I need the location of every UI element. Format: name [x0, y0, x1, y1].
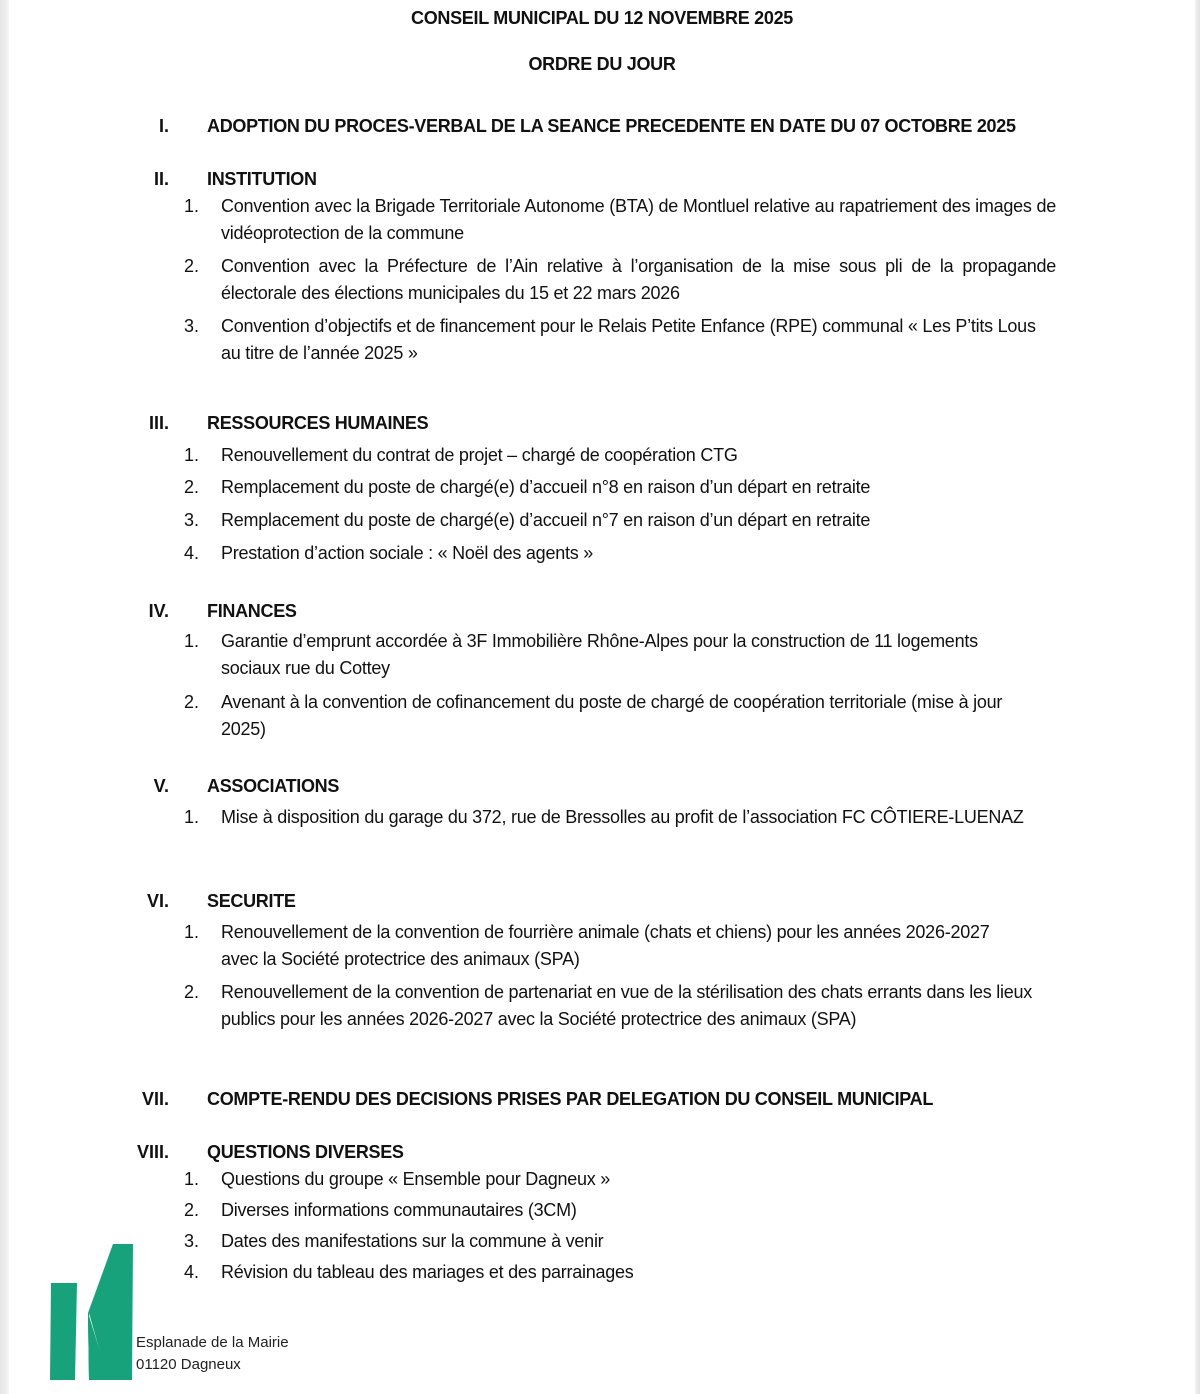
page-edge-left — [0, 0, 9, 1394]
list-item-number: 2. — [184, 982, 200, 1002]
document-subtitle: ORDRE DU JOUR — [528, 54, 676, 74]
list-item: Avenant à la convention de cofinancement du poste de chargé de coopération territoriale (mise à jour 2025) — [221, 692, 1003, 739]
section-number: V. — [153, 776, 169, 796]
section-title: COMPTE-RENDU DES DECISIONS PRISES PAR DELEGATION DU CONSEIL MUNICIPAL — [207, 1089, 934, 1109]
list-item: Dates des manifestations sur la commune à venir — [221, 1231, 604, 1251]
list-item-number: 2. — [184, 256, 200, 276]
list-item-number: 2. — [184, 1200, 200, 1220]
section-title: FINANCES — [207, 601, 297, 621]
list-item: Garantie d’emprunt accordée à 3F Immobilière Rhône-Alpes pour la construction de 11 logements sociaux rue du Cottey — [221, 631, 978, 678]
list-item: Convention d’objectifs et de financement pour le Relais Petite Enfance (RPE) communal « Les P’tits Lous au titre de l’année 2025 » — [221, 316, 1036, 363]
footer-address-line1: Esplanade de la Mairie — [136, 1334, 289, 1351]
list-item: Convention avec la Brigade Territoriale Autonome (BTA) de Montluel relative au rapatriement des images de vidéoprotection de la commune — [221, 196, 1056, 243]
section-number: III. — [148, 413, 169, 433]
section-number: VII. — [141, 1089, 169, 1109]
list-item-number: 1. — [184, 807, 200, 827]
list-item-number: 3. — [184, 510, 200, 530]
section-number: II. — [153, 169, 169, 189]
footer-address-line2: 01120 Dagneux — [136, 1356, 241, 1373]
dagneux-logo-icon — [9, 0, 149, 1394]
section-title: SECURITE — [207, 891, 296, 911]
document-page — [9, 0, 1195, 1394]
list-item-number: 1. — [184, 196, 200, 216]
list-item: Renouvellement du contrat de projet – chargé de coopération CTG — [221, 445, 738, 465]
list-item-number: 1. — [184, 922, 200, 942]
section-number: I. — [158, 116, 169, 136]
list-item: Convention avec la Préfecture de l’Ain relative à l’organisation de la mise sous pli de la propagande électorale des élections municipales du 15 et 22 mars 2026 — [221, 256, 1056, 303]
list-item-number: 4. — [184, 543, 200, 563]
section-title: ADOPTION DU PROCES-VERBAL DE LA SEANCE PRECEDENTE EN DATE DU 07 OCTOBRE 2025 — [207, 116, 1016, 136]
list-item-number: 1. — [184, 1169, 200, 1189]
list-item-number: 3. — [184, 1231, 200, 1251]
list-item-number: 1. — [184, 445, 200, 465]
section-title: QUESTIONS DIVERSES — [207, 1142, 404, 1162]
list-item-number: 4. — [184, 1262, 200, 1282]
list-item-number: 3. — [184, 316, 200, 336]
section-number: VIII. — [136, 1142, 169, 1162]
section-title: INSTITUTION — [207, 169, 317, 189]
list-item-number: 1. — [184, 631, 200, 651]
list-item: Mise à disposition du garage du 372, rue de Bressolles au profit de l’association FC CÔTIERE-LUENAZ — [221, 807, 1024, 827]
section-title: RESSOURCES HUMAINES — [207, 413, 429, 433]
list-item-number: 2. — [184, 477, 200, 497]
list-item: Renouvellement de la convention de fourrière animale (chats et chiens) pour les années 2026-2027 avec la Société protectrice des animaux (SPA) — [221, 922, 990, 969]
list-item: Remplacement du poste de chargé(e) d’accueil n°8 en raison d’un départ en retraite — [221, 477, 871, 497]
list-item: Révision du tableau des mariages et des parrainages — [221, 1262, 634, 1282]
section-number: VI. — [146, 891, 169, 911]
page-edge-right — [1195, 0, 1200, 1394]
section-title: ASSOCIATIONS — [207, 776, 340, 796]
list-item: Remplacement du poste de chargé(e) d’accueil n°7 en raison d’un départ en retraite — [221, 510, 871, 530]
list-item: Prestation d’action sociale : « Noël des agents » — [221, 543, 593, 563]
list-item-number: 2. — [184, 692, 200, 712]
document-title: CONSEIL MUNICIPAL DU 12 NOVEMBRE 2025 — [411, 8, 793, 28]
list-item: Questions du groupe « Ensemble pour Dagneux » — [221, 1169, 611, 1189]
section-number: IV. — [148, 601, 169, 621]
list-item: Diverses informations communautaires (3CM) — [221, 1200, 577, 1220]
list-item: Renouvellement de la convention de partenariat en vue de la stérilisation des chats errants dans les lieux publics pour les années 2026-2027 avec la Société protectrice des animaux (SPA) — [221, 982, 1033, 1029]
